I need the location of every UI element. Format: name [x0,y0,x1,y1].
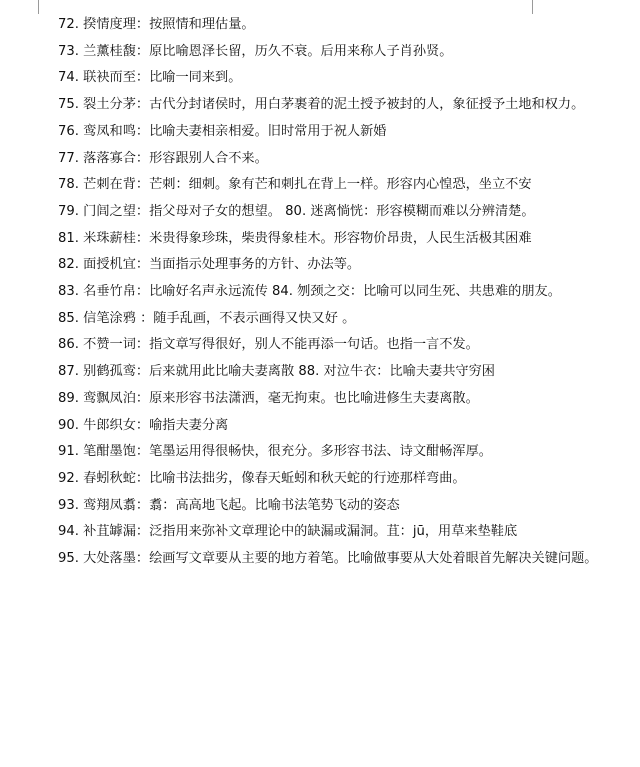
idiom-entry-85: 85. 信笔涂鸦 ：随手乱画，不表示画得又快又好 。 [58,310,356,326]
idiom-entry-75: 75. 裂土分茅：古代分封诸侯时，用白茅裹着的泥土授予被封的人，象征授予土地和权力。 [58,97,585,113]
idiom-list [58,12,618,573]
idiom-entry-79-80: 79. 门闾之望：指父母对子女的想望。 80. 迷离惝恍：形容模糊而难以分辨清楚。 [58,203,535,219]
idiom-entry-86: 86. 不赞一词：指文章写得很好，别人不能再添一句话。也指一言不发。 [58,337,479,353]
idiom-entry-73: 73. 兰薰桂馥：原比喻恩泽长留，历久不衰。后用来称人子肖孙贤。 [58,43,453,59]
idiom-entry-76: 76. 鸾凤和鸣：比喻夫妻相亲相爱。旧时常用于祝人新婚 [58,123,387,139]
idiom-entry-72: 72. 揆情度理：按照情和理估量。 [58,17,255,32]
idiom-entry-81: 81. 米珠薪桂：米贵得象珍珠，柴贵得象桂木。形容物价昂贵，人民生活极其困难 [58,230,532,246]
idiom-entry-87-88: 87. 别鹤孤鸾：后来就用此比喻夫妻离散 88. 对泣牛衣：比喻夫妻共守穷困 [58,364,495,380]
idiom-entry-92: 92. 春蚓秋蛇：比喻书法拙劣，像春天蚯蚓和秋天蛇的行迹那样弯曲。 [58,470,466,486]
idiom-entry-74: 74. 联袂而至：比喻一同来到。 [58,70,242,86]
idiom-entry-83-84: 83. 名垂竹帛：比喻好名声永远流传 84. 刎颈之交：比喻可以同生死、共患难的朋友。 [58,284,561,300]
idiom-entry-78: 78. 芒刺在背：芒刺：细刺。象有芒和刺扎在背上一样。形容内心惶恐，坐立不安 [58,177,532,193]
idiom-entry-93: 93. 鸾翔凤翥：翥：高高地飞起。比喻书法笔势飞动的姿态 [58,497,400,513]
idiom-entry-91: 91. 笔酣墨饱：笔墨运用得很畅快，很充分。多形容书法、诗文酣畅浑厚。 [58,444,492,460]
idiom-entry-89: 89. 鸾飘凤泊：原来形容书法潇洒，毫无拘束。也比喻进修生夫妻离散。 [58,390,479,406]
idiom-entry-77: 77. 落落寡合：形容跟别人合不来。 [58,150,268,166]
crop-mark-left [38,0,39,14]
idiom-entry-82: 82. 面授机宜：当面指示处理事务的方针、办法等。 [58,257,361,273]
idiom-entry-90: 90. 牛郎织女：喻指夫妻分离 [58,417,229,433]
idiom-entry-94: 94. 补苴罅漏：泛指用来弥补文章理论中的缺漏或漏洞。苴：jū，用草来垫鞋底 [58,524,518,540]
idiom-entry-95: 95. 大处落墨：绘画写文章要从主要的地方着笔。比喻做事要从大处着眼首先解决关键问题。 [58,551,598,567]
